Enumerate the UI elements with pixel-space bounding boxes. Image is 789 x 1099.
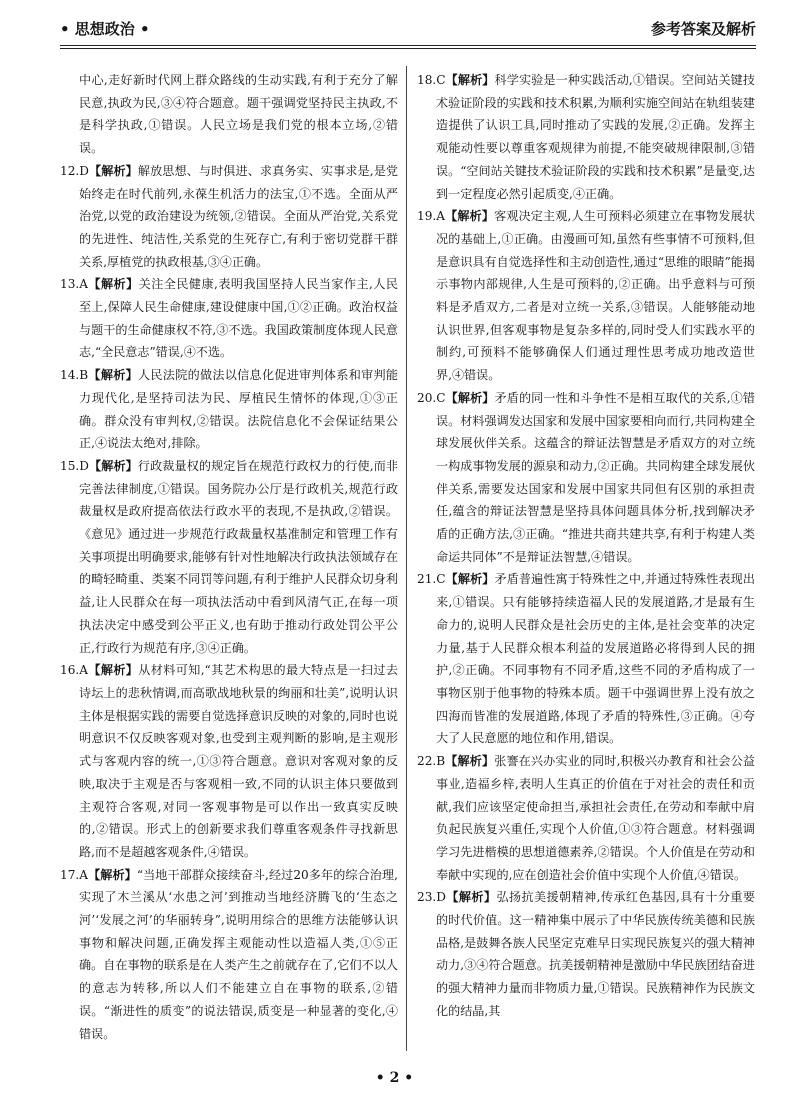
answer-text: 客观决定主观,人生可预料必须建立在事物发展状况的基础上,①正确。由漫画可知,虽然有些事情不可预料,但是意识具有自觉选择性和主动创造性,通过“思维的眼睛”能揭示事物内部规律,人生是可预料的,②正确。出乎意料与可预料是矛盾双方,二者是对立统一关系,③错误。人能够能动地认识世界,但客观事物是复杂多样的,同时受人们实践水平的制约,可预料不能够确保人们通过理性思考成功地改造世界,④错误。 — [436, 209, 755, 383]
answer-text: 矛盾普遍性寓于特殊性之中,并通过特殊性表现出来,①错误。只有能够持续造福人民的发展道路,才是最有生命力的,说明人民群众是社会历史的主体,是社会变革的决定力量,基于人民群众根本利益的发展道路必将得到人民的拥护,②正确。不同事物有不同矛盾,这些不同的矛盾构成了一事物区别于他事物的特殊本质。题干中强调世界上没有放之四海而皆准的发展道路,体现了矛盾的特殊性,③正确。④夸大了人民意愿的地位和作用,错误。 — [436, 572, 755, 746]
analysis-tag: 【解析】 — [445, 73, 495, 87]
page-header — [60, 16, 756, 40]
answer-number: 20.C — [417, 390, 446, 405]
answer-15 — [60, 455, 398, 659]
answer-23 — [417, 886, 755, 1022]
analysis-tag: 【解析】 — [445, 572, 495, 587]
answer-16 — [60, 659, 398, 863]
header-rule — [60, 45, 756, 49]
answer-number: 18.C — [417, 73, 446, 87]
answer-text: 行政裁量权的规定旨在规范行政权力的行使,而非完善法律制度,①错误。国务院办公厅是行政机关,规范行政裁量权是政府提高依法行政水平的表现,不是执政,②错误。《意见》通过进一步规范行政裁量权基准制定和管理工作有关事项提出明确要求,能够有针对性地解决行政执法领域存在的畸轻畸重、类案不同罚等问题,有利于维护人民群众切身利益,让人民群众在每一项执法活动中看到风清气正,在每一项执法决定中感受到公平正义,也有助于推动行政处罚公平公正,行政行为规范有序,③④正确。 — [79, 458, 398, 655]
left-column — [60, 69, 398, 1059]
answer-11-continued — [60, 69, 398, 160]
answer-number: 17.A — [60, 867, 88, 882]
answer-19 — [417, 205, 755, 387]
column-divider — [406, 66, 407, 1051]
analysis-tag: 【解析】 — [445, 754, 495, 769]
analysis-tag: 【解析】 — [87, 277, 139, 292]
page-number: • 2 • — [375, 1070, 414, 1086]
analysis-tag: 【解析】 — [444, 209, 495, 224]
analysis-tag: 【解析】 — [445, 890, 497, 905]
answer-text: 中心,走好新时代网上群众路线的生动实践,有利于充分了解民意,执政为民,③④符合题意。题干强调党坚持民主执政,不是科学执政,①错误。人民立场是我们党的根本立场,②错误。 — [79, 73, 398, 156]
answer-text: 矛盾的同一性和斗争性不是相互取代的关系,①错误。材料强调发达国家和发展中国家要相向而行,共同构建全球发展伙伴关系。这蕴含的辩证法智慧是矛盾双方的对立统一构成事物发展的源泉和动力,②正确。共同构建全球发展伙伴关系,需要发达国家和发展中国家共同但有区别的承担责任,蕴含的辩证法智慧是坚持具体问题具体分析,找到解决矛盾的正确方法,③正确。“推进共商共建共享,有利于构建人类命运共同体”不是辩证法智慧,④错误。 — [436, 390, 755, 564]
answer-number: 15.D — [60, 458, 89, 473]
subject-title: • 思想政治 • — [60, 20, 150, 38]
answer-number: 12.D — [60, 163, 89, 178]
answer-text: 人民法院的做法以信息化促进审判体系和审判能力现代化,是坚持司法为民、厚植民生情怀的体现,①③正确。群众没有审判权,②错误。法院信息化不会保证结果公正,④说法太绝对,排除。 — [79, 368, 398, 451]
answer-text: “当地干部群众接续奋斗,经过20多年的综合治理,实现了木兰溪从‘水患之河’到推动当地经济腾飞的‘生态之河’‘发展之河’的华丽转身”,说明用综合的思维方法能够认识事物和解决问题,正确发挥主观能动性以造福人类,①⑤正确。自在事物的联系是在人类产生之前就存在了,它们不以人的意志为转移,所以人们不能建立自在事物的联系,②错误。“渐进性的质变”的说法错误,质变是一种显著的变化,④错误。 — [79, 867, 398, 1041]
answer-20 — [417, 387, 755, 569]
answer-14 — [60, 364, 398, 455]
answer-12 — [60, 160, 398, 274]
analysis-tag: 【解析】 — [87, 663, 139, 678]
answer-text: 科学实验是一种实践活动,①错误。空间站关键技术验证阶段的实践和技术积累,为顺利实施空间站在轨组装建造提供了认识工具,同时推动了实践的发展,②正确。发挥主观能动性要以尊重客观规律为前提,不能突破规律限制,③错误。“空间站关键技术验证阶段的实践和技术积累”是量变,达到一定程度必然引起质变,④正确。 — [436, 73, 755, 201]
analysis-tag: 【解析】 — [87, 867, 137, 882]
answer-number: 21.C — [417, 572, 446, 587]
answer-text: 从材料可知,“其艺术构思的最大特点是一扫过去诗坛上的悲秋情调,而高歌战地秋景的绚丽和壮美”,说明认识主体是根据实践的需要自觉选择意识反映的对象的,同时也说明意识不仅反映客观对象,也受到主观判断的影响,是主观形式与客观内容的统一,①③符合题意。意识对客观对象的反映,取决于主观是否与客观相一致,不同的认识主体只要做到主观符合客观,对同一客观事物是可以作出一致真实反映的,②错误。形式上的创新要求我们尊重客观条件寻找新思路,而不是超越客观条件,④错误。 — [79, 663, 398, 859]
answer-text: 解放思想、与时俱进、求真务实、实事求是,是党始终走在时代前列,永葆生机活力的法宝,①不选。全面从严治党,以党的政治建设为统领,②错误。全面从严治党,关系党的先进性、纯洁性,关系党的生死存亡,有利于密切党群干群关系,厚植党的执政根基,③④正确。 — [79, 163, 398, 269]
analysis-tag: 【解析】 — [445, 390, 495, 405]
answer-number: 16.A — [60, 663, 88, 678]
answer-number: 19.A — [417, 209, 445, 224]
answer-number: 23.D — [417, 890, 446, 905]
analysis-tag: 【解析】 — [88, 458, 138, 473]
answer-text: 张謇在兴办实业的同时,积极兴办教育和社会公益事业,造福乡梓,表明人生真正的价值在于对社会的责任和贡献,我们应该坚定使命担当,承担社会责任,在劳动和奉献中肩负起民族复兴重任,实现个人价值,①③符合题意。材料强调学习先进楷模的思想道德素养,②错误。个人价值是在劳动和奉献中实现的,应在创造社会价值中实现个人价值,④错误。 — [436, 754, 755, 882]
answer-13 — [60, 273, 398, 364]
answer-text: 关注全民健康,表明我国坚持人民当家作主,人民至上,保障人民生命健康,建设健康中国,①②正确。政治权益与题干的生命健康权不符,③不选。我国政策制度体现人民意志,“全民意志”错误,④不选。 — [79, 277, 398, 360]
answer-text: 弘扬抗美援朝精神,传承红色基因,具有十分重要的时代价值。这一精神集中展示了中华民族传统美德和民族品格,是鼓舞各族人民坚定克难早日实现民族复兴的强大精神动力,③④符合题意。抗美援朝精神是激励中华民族团结奋进的强大精神力量而非物质力量,①错误。民族精神作为民族文化的结晶,其 — [436, 890, 755, 1018]
answer-number: 13.A — [60, 277, 88, 292]
answer-18 — [417, 69, 755, 205]
answer-number: 14.B — [60, 368, 89, 383]
section-title: 参考答案及解析 — [650, 20, 756, 38]
answer-number: 22.B — [417, 754, 446, 769]
answer-21 — [417, 568, 755, 750]
analysis-tag: 【解析】 — [88, 368, 139, 383]
analysis-tag: 【解析】 — [88, 163, 138, 178]
answer-22 — [417, 750, 755, 886]
right-column — [417, 69, 755, 1059]
answer-17 — [60, 864, 398, 1046]
